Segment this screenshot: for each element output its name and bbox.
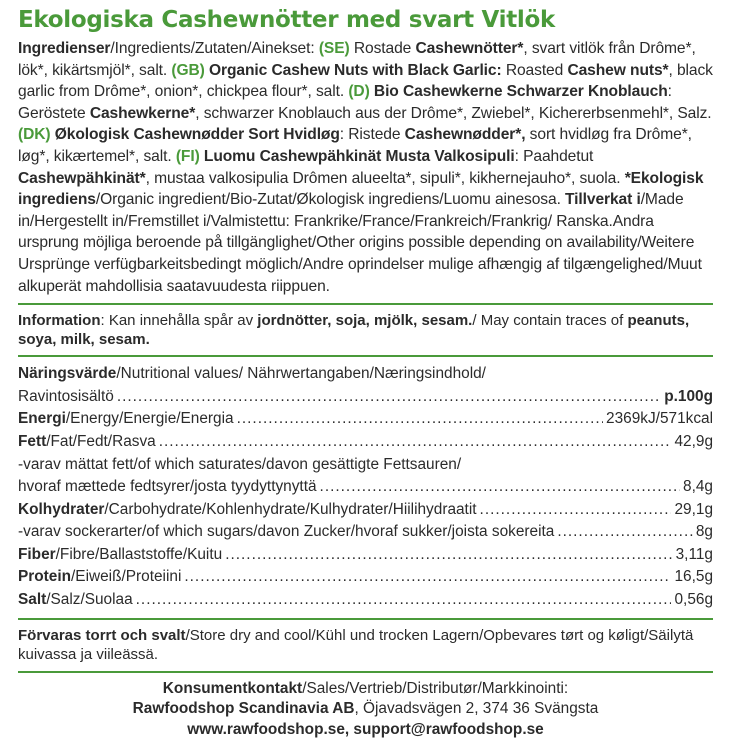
nutrition-row: Fett/Fat/Fedt/Rasva ..... 42,9g — [18, 431, 713, 454]
company-name: Rawfoodshop Scandinavia AB — [132, 700, 355, 718]
nutrition-row: Protein/Eiweiß/Proteiini ..... 16,5g — [18, 566, 713, 589]
eco-note: *Ekologisk ingrediens — [18, 169, 704, 209]
nutrition-row: -varav sockerarter/of which sugars/davon Zucker/hvoraf sukker/joista sokereita ..... 8g — [18, 521, 713, 544]
made-in: Tillverkat i — [565, 191, 641, 209]
web-and-email: www.rawfoodshop.se, support@rawfoodshop.se — [187, 720, 544, 738]
lang-tag-se: (SE) — [318, 40, 350, 57]
lang-tag-d: (D) — [348, 83, 370, 101]
storage-info: Förvaras torrt och svalt/Store dry and cool/Kühl und trocken Lagern/Opbevares tørt og køligt/Säilytä kuivassa ja viileässä. — [18, 626, 694, 664]
nutrition-subheading: -varav mättat fett/of which saturates/davon gesättigte Fettsauren/ — [18, 455, 462, 473]
nutrition-row: Salt/Salz/Suolaa ..... 0,56g — [18, 589, 713, 612]
lang-tag-fi: (FI) — [175, 147, 200, 165]
contact-block: Konsumentkontakt/Sales/Vertrieb/Distributør/Markkinointi: Rawfoodshop Scandinavia AB, Öjavadsvägen 2, 374 36 Svängsta www.rawfoodshop.se, support@rawfoodshop.se — [132, 679, 599, 738]
allergen-info: Information: Kan innehålla spår av jordnötter, soja, mjölk, sesam./ May contain traces of peanuts, soya, milk, sesam. — [18, 312, 690, 349]
divider — [18, 618, 713, 620]
nutrition-row: hvoraf mættede fedtsyrer/josta tyydyttynyttä ..... 8,4g — [18, 476, 713, 499]
ingredients-heading: Ingredienser — [18, 40, 111, 57]
lang-tag-dk: (DK) — [18, 126, 51, 144]
ingredients-block: Ingredienser/Ingredients/Zutaten/Ainekset: (SE) Rostade Cashewnötter*, svart vitlök från Drôme*, lök*, kikärtsmjöl*, salt. (GB) Organic Cashew Nuts with Black Garlic: Roasted Cashew nuts*, black garlic from Drôme*, onion*, chickpea flour*, salt. (D) Bio Cashewkerne Schwarzer Knoblauch: Geröstete Cashewkerne*, schwarzer Knoblauch aus der Drôme*, Zwiebel*, Kichererbsenmehl*, Salz. (DK) Økologisk Cashewnødder Sort Hvidløg: Ristede Cashewnødder*, sort hvidløg fra Drôme*, løg*, kikærtemel*, salt. (FI) Luomu Cashewpähkinät Musta Valkosipuli: Paahdetut Cashewpähkinät*, mustaa valkosipulia Drômen alueelta*, sipuli*, kikhernejauho*, suola. *Ekologisk ingrediens/Organic ingredient/Bio-Zutat/Økologisk ingrediens/Luomu ainesosa. Tillverkat i/Made in/Hergestellt in/Fremstillet i/Valmistettu: Frankrike/France/Frankreich/Frankrig/ Ranska.Andra ursprung möjliga beroende på tillgänglighet/Other origins possible depending on availability/Weitere Ursprünge verfügbarkeitsbedingt möglich/Andre oprindelser mulige afhængig af tilgængelighed/Muut alkuperät mahdollisia saatavuudesta riippuen. — [18, 40, 713, 295]
divider — [18, 303, 713, 305]
nutrition-row: Kolhydrater/Carbohydrate/Kohlenhydrate/Kulhydrater/Hiilihydraatit ..... 29,1g — [18, 499, 713, 522]
nutrition-table — [18, 363, 713, 612]
divider — [18, 355, 713, 357]
divider — [18, 671, 713, 673]
product-title: Ekologiska Cashewnötter med svart Vitlök — [18, 7, 556, 33]
lang-tag-gb: (GB) — [171, 61, 205, 79]
nutrition-heading: Näringsvärde/Nutritional values/ Nährwertangaben/Næringsindhold/ — [18, 365, 486, 383]
nutrition-row: Ravintosisältö ..... p.100g — [18, 386, 713, 409]
nutrition-row: Energi/Energy/Energie/Energia ..... 2369kJ/571kcal — [18, 408, 713, 431]
nutrition-row: Fiber/Fibre/Ballaststoffe/Kuitu ..... 3,11g — [18, 544, 713, 567]
